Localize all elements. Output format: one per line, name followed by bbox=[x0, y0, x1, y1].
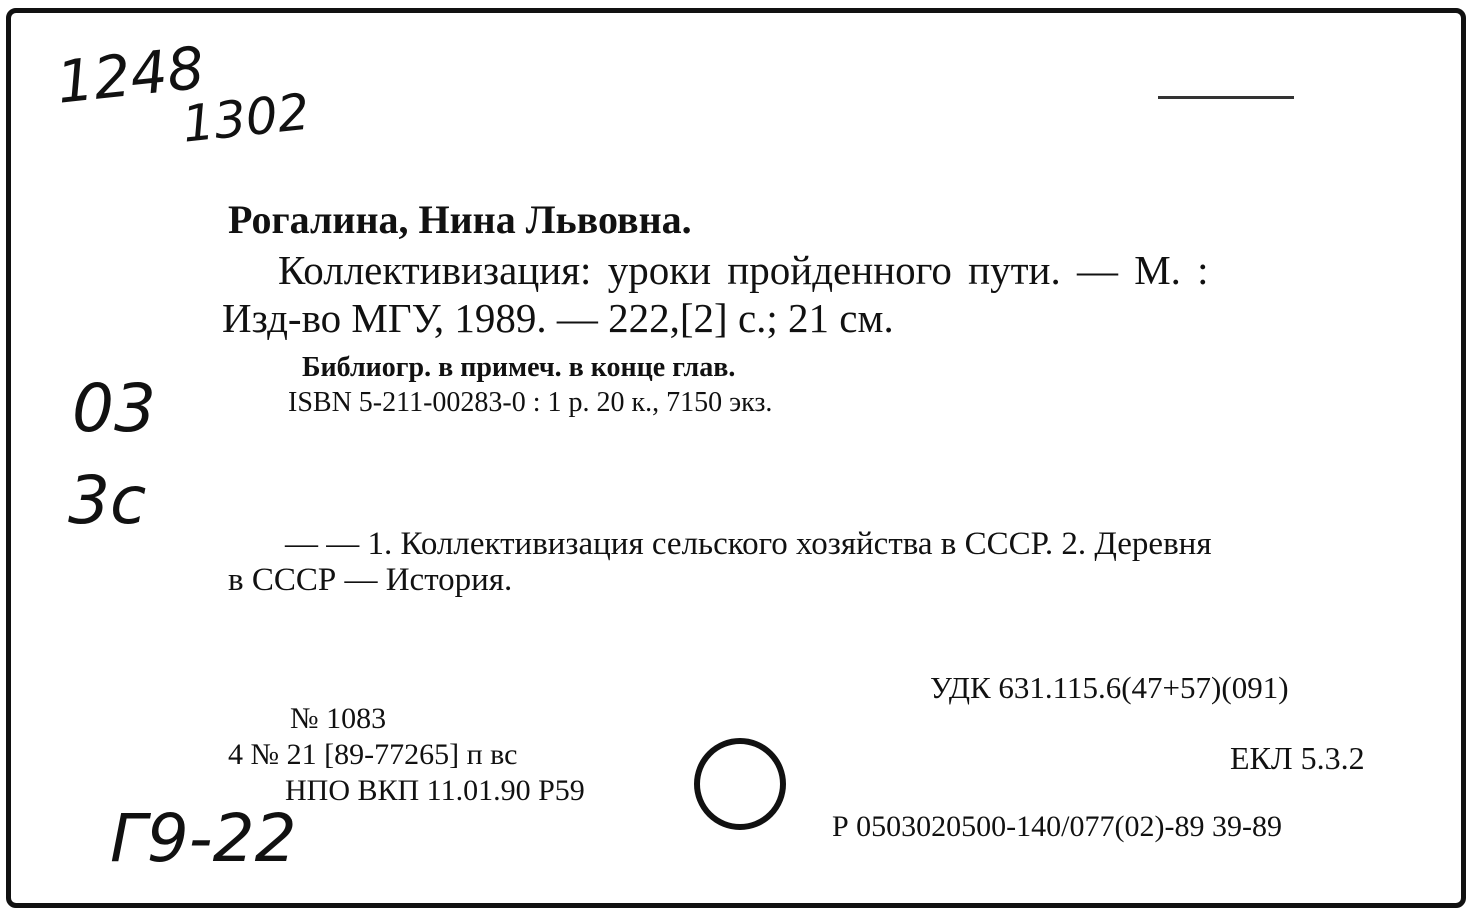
bibliography-note: Библиогр. в примеч. в конце глав. bbox=[302, 352, 736, 383]
ekl-code: ЕКЛ 5.3.2 bbox=[1230, 740, 1365, 776]
isbn-line: ISBN 5-211-00283-0 : 1 р. 20 к., 7150 экз. bbox=[288, 387, 773, 418]
card-number: № 1083 bbox=[290, 702, 387, 735]
title-line-1: Коллективизация: уроки пройденного пути. — М. : bbox=[278, 247, 1209, 293]
subject-headings-line-2: в СССР — История. bbox=[228, 562, 513, 598]
udk-code: УДК 631.115.6(47+57)(091) bbox=[930, 670, 1289, 705]
short-rule-line bbox=[1158, 96, 1294, 99]
p-code: Р 0503020500-140/077(02)-89 39-89 bbox=[832, 810, 1282, 843]
npo-line: НПО ВКП 11.01.90 Р59 bbox=[285, 774, 585, 807]
handwritten-inventory-number-2: 1302 bbox=[179, 82, 313, 154]
order-line: 4 № 21 [89-77265] п вс bbox=[228, 738, 518, 771]
handwritten-mark-03: 03 bbox=[72, 370, 156, 447]
title-line-2: Изд-во МГУ, 1989. — 222,[2] с.; 21 см. bbox=[222, 295, 894, 341]
handwritten-inventory-number: 1248 bbox=[53, 33, 208, 117]
subject-headings-line-1: — — 1. Коллективизация сельского хозяйства в СССР. 2. Деревня bbox=[285, 526, 1212, 562]
author-heading: Рогалина, Нина Львовна. bbox=[228, 197, 692, 242]
handwritten-shelf-mark: Г9-22 bbox=[110, 800, 297, 877]
handwritten-mark-3c: 3c bbox=[68, 462, 147, 539]
punch-hole-icon bbox=[694, 738, 786, 830]
